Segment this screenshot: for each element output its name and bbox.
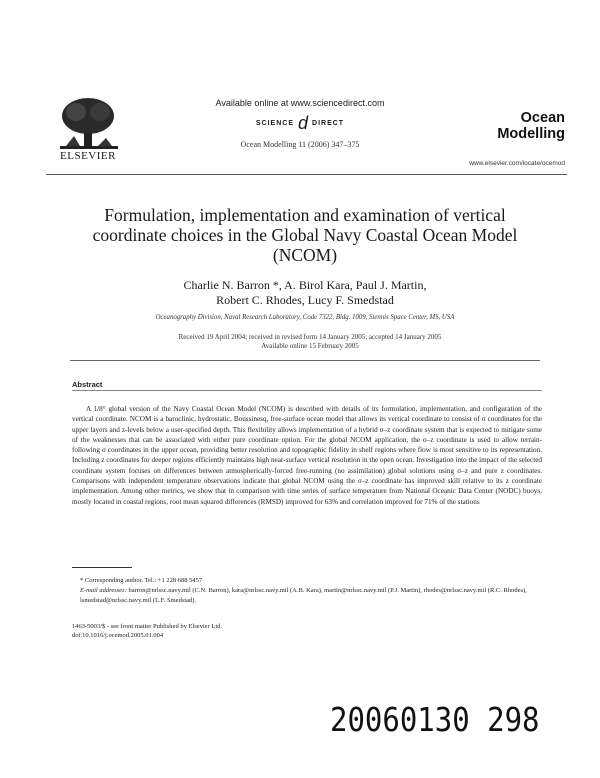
article-title: Formulation, implementation and examination of vertical coordinate choices in the Global Navy Coastal Ocean Model (NCOM)	[92, 205, 518, 265]
email-label: E-mail addresses:	[80, 587, 127, 594]
journal-name-line1: Ocean	[520, 110, 565, 126]
journal-name	[415, 110, 565, 142]
abstract-top-divider	[70, 360, 540, 361]
available-date: Available online 15 February 2005	[261, 342, 359, 350]
document-stamp-number: 20060130 298	[330, 700, 540, 740]
publisher-name: ELSEVIER	[60, 150, 116, 162]
header-divider	[46, 174, 567, 175]
email-addresses	[80, 586, 540, 606]
authors-line-2: Robert C. Rhodes, Lucy F. Smedstad	[216, 293, 394, 307]
journal-url: www.elsevier.com/locate/ocemod	[469, 160, 565, 167]
front-matter-footer	[72, 622, 372, 640]
author-list	[80, 278, 530, 308]
footnote	[80, 576, 540, 606]
article-dates	[60, 333, 560, 351]
footnote-divider	[72, 567, 132, 568]
journal-reference: Ocean Modelling 11 (2006) 347–375	[240, 140, 360, 149]
sciencedirect-logo	[205, 112, 395, 134]
abstract-heading: Abstract	[72, 380, 103, 389]
corresponding-author: * Corresponding author. Tel.: +1 228 688 5457	[80, 577, 203, 584]
authors-line-1: Charlie N. Barron *, A. Birol Kara, Paul J. Martin,	[183, 278, 427, 292]
available-online-text: Available online at www.sciencedirect.com	[215, 98, 385, 108]
affiliation: Oceanography Division, Naval Research Laboratory, Code 7322, Bldg. 1009, Stennis Space Center, MS, USA	[155, 314, 455, 321]
email-list: barron@nrlssc.navy.mil (C.N. Barron), kara@nrlssc.navy.mil (A.B. Kara), martin@nrlssc.navy.mil (P.J. Martin), rhodes@nrlssc.navy.mil (R.C. Rhodes), lsmedstad@nrlssc.navy.mil (L.F. Smedstad).	[80, 587, 527, 604]
doi-line: doi:10.1016/j.ocemod.2005.01.004	[72, 632, 164, 639]
received-dates: Received 19 April 2004; received in revised form 14 January 2005; accepted 14 January 2005	[178, 333, 442, 341]
abstract-divider	[72, 390, 542, 391]
sciencedirect-left: SCIENCE	[255, 119, 295, 127]
sciencedirect-mark: d	[298, 112, 309, 133]
issn-line: 1463-5003/$ - see front matter Published by Elsevier Ltd.	[72, 623, 223, 630]
abstract-text: A 1/8° global version of the Navy Coastal Ocean Model (NCOM) is described with details of its formulation, implementation, and configuration of the vertical coordinate. NCOM is a baroclinic, hydrostatic, Boussinesq, free-surface ocean model that allows its vertical coordinate to consist of σ coordinates for the upper layers and z-levels below a user-specified depth. This flexibility allows implementation of a hybrid σ–z coordinate system that is expected to mitigate some of the weaknesses that can be associated with either pure coordinate option. For the global NCOM application, the σ–z coordinate is used to allow terrain-following σ coordinates in the upper ocean, providing better resolution and topographic fidelity in shelf regions where flow is most sensitive to its representation. Including z coordinates for deeper regions efficiently maintains high near-surface vertical resolution in the open ocean. Investigation into the impact of the selected coordinate system focuses on differences between atmospherically-forced free-running (no assimilation) global solutions using σ–z and pure z coordinates. Comparisons with independent temperature observations indicate that global NCOM using the σ–z coordinate has improved skill relative to its z coordinate implementation. Among other metrics, we show that in comparison with time series of surface temperature from National Oceanic Data Center (NODC) buoys, mostly located in coastal regions, root mean squared differences (RMSD) improved for 63% and correlation improved for 71% of the stations	[72, 405, 542, 506]
journal-name-line2: Modelling	[497, 126, 565, 142]
sciencedirect-right: DIRECT	[312, 119, 345, 127]
